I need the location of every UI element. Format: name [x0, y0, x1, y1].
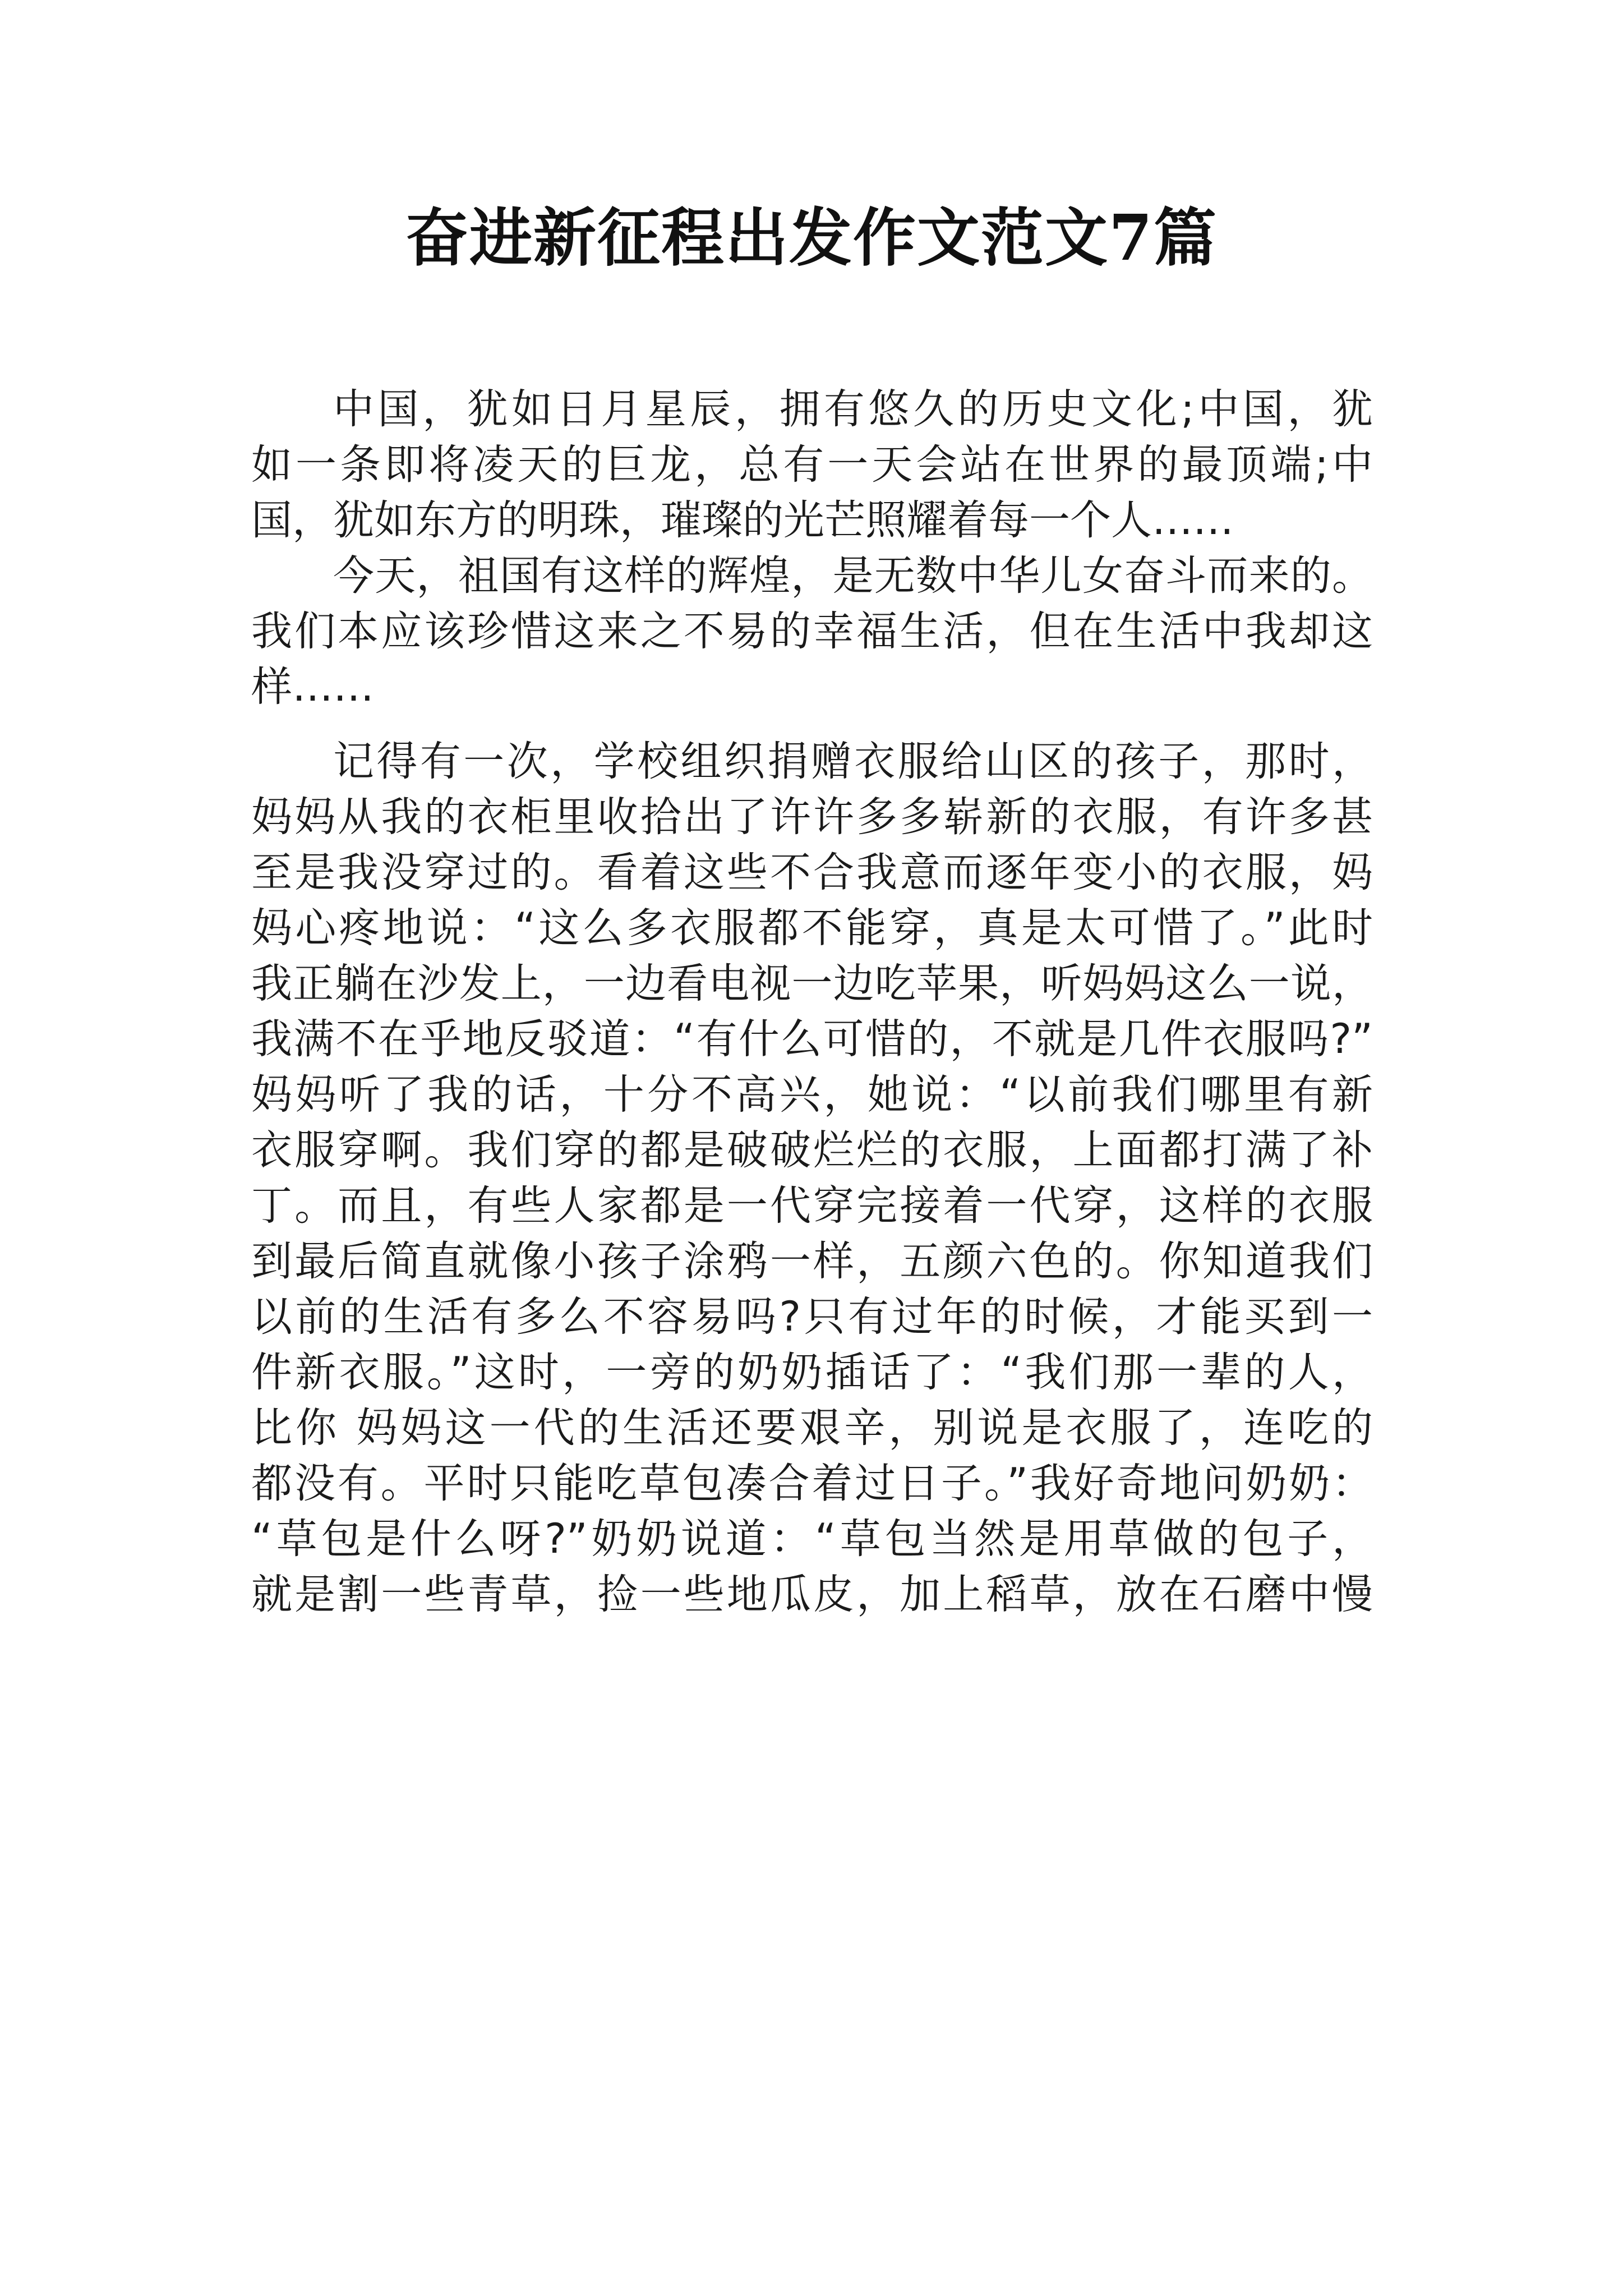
text-line: 都没有。平时只能吃草包凑合着过日子。”我好奇地问奶奶：	[251, 1460, 1373, 1507]
text-line: 比你 妈妈这一代的生活还要艰辛，别说是衣服了，连吃的	[251, 1404, 1373, 1452]
paragraph	[251, 734, 1373, 1622]
text-line: 妈妈从我的衣柜里收拾出了许许多多崭新的衣服，有许多甚	[251, 793, 1373, 841]
text-line: 件新衣服。”这时，一旁的奶奶插话了：“我们那一辈的人，	[251, 1349, 1373, 1396]
text-line: 妈心疼地说：“这么多衣服都不能穿，真是太可惜了。”此时	[251, 904, 1373, 952]
text-line: 如一条即将凌天的巨龙，总有一天会站在世界的最顶端;中	[251, 441, 1373, 489]
text-line: 国，犹如东方的明珠，璀璨的光芒照耀着每一个人……	[251, 496, 1234, 544]
paragraph	[251, 381, 1373, 548]
paragraph-gap	[251, 715, 1373, 734]
text-line: 妈妈听了我的话，十分不高兴，她说：“以前我们哪里有新	[251, 1071, 1373, 1119]
text-line: 到最后简直就像小孩子涂鸦一样，五颜六色的。你知道我们	[251, 1237, 1373, 1285]
text-line: 样……	[251, 663, 374, 711]
text-line: 我满不在乎地反驳道：“有什么可惜的，不就是几件衣服吗?”	[251, 1015, 1373, 1063]
page-title: 奋进新征程出发作文范文7篇	[405, 201, 1218, 275]
text-line: “草包是什么呀?”奶奶说道：“草包当然是用草做的包子，	[251, 1515, 1373, 1563]
text-line: 就是割一些青草，捡一些地瓜皮，加上稻草，放在石磨中慢	[251, 1571, 1373, 1618]
text-line: 至是我没穿过的。看着这些不合我意而逐年变小的衣服，妈	[251, 849, 1373, 896]
text-line: 今天，祖国有这样的辉煌，是无数中华儿女奋斗而来的。	[333, 552, 1373, 600]
document-body	[251, 381, 1373, 1622]
text-line: 我们本应该珍惜这来之不易的幸福生活，但在生活中我却这	[251, 608, 1373, 655]
text-line: 中国，犹如日月星辰，拥有悠久的历史文化;中国，犹	[333, 385, 1373, 433]
text-line: 丁。而且，有些人家都是一代穿完接着一代穿，这样的衣服	[251, 1182, 1373, 1230]
paragraph	[251, 548, 1373, 715]
text-line: 衣服穿啊。我们穿的都是破破烂烂的衣服，上面都打满了补	[251, 1126, 1373, 1174]
text-line: 我正躺在沙发上，一边看电视一边吃苹果，听妈妈这么一说，	[251, 960, 1373, 1007]
text-line: 记得有一次，学校组织捐赠衣服给山区的孩子，那时，	[333, 738, 1373, 785]
text-line: 以前的生活有多么不容易吗?只有过年的时候，才能买到一	[251, 1293, 1373, 1341]
